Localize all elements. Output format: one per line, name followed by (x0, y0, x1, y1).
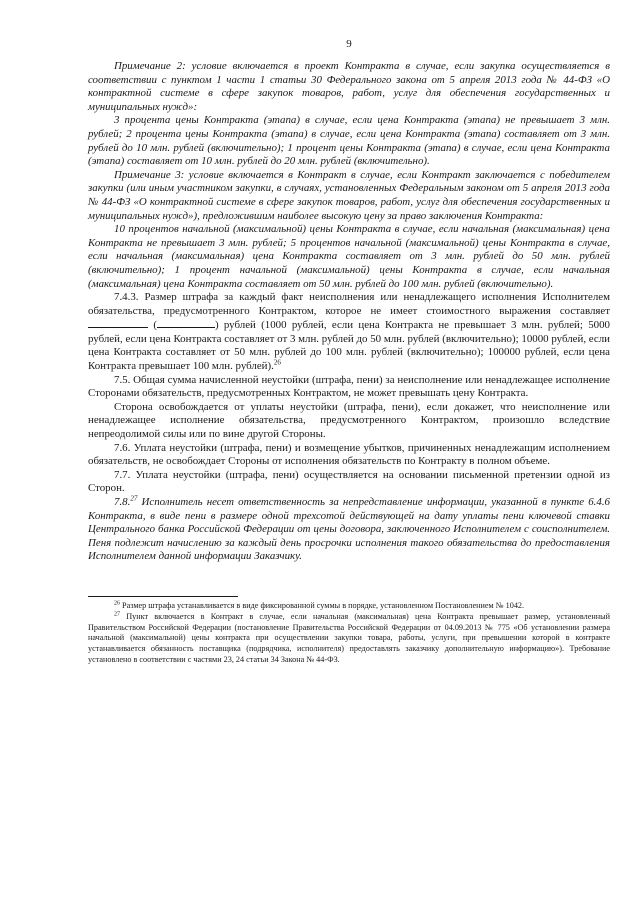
clause-paragraph-3: 7.7. Уплата неустойки (штрафа, пени) осуществляется на основании письменной претензии одной из Сторон. (88, 468, 610, 495)
footnote-ref-26: 26 (273, 358, 281, 367)
notes-block (88, 60, 610, 291)
footnote-num: 26 (114, 600, 120, 607)
clause-paragraph-1: Сторона освобождается от уплаты неустойки (штрафа, пени), если докажет, что неисполнение или ненадлежащее исполнение обязательства, предусмотренного Контрактом, произошло вследствие непреодолимой силы или по вине другой Стороны. (88, 400, 610, 441)
document-page (88, 38, 610, 666)
footnote-separator (88, 596, 238, 597)
clause-7-8-num: 7.8. (114, 496, 131, 508)
note-paragraph-2: Примечание 3: условие включается в Контракт в случае, если Контракт заключается с победителем закупки (или иным участником закупки, в случаях, установленных Федеральным законом от 5 апреля 2013 года № 44-ФЗ «О контрактной системе в сфере закупок товаров, работ, услуг для обеспечения государственных и муниципальных нужд»), предложившим наиболее высокую цену за право заключения Контракта: (88, 168, 610, 222)
clause-paragraph-0: 7.5. Общая сумма начисленной неустойки (штрафа, пени) за неисполнение или ненадлежащее исполнение Сторонами обязательств, предусмотренных Контрактом, не может превышать цену Контракта. (88, 373, 610, 400)
amount-words-blank (157, 318, 215, 328)
clause-7-4-3-before: 7.4.3. Размер штрафа за каждый факт неисполнения или ненадлежащего исполнения Исполнителем обязательства, предусмотренного Контрактом, которое не имеет стоимостного выражения составляет (88, 291, 610, 317)
footnote-text: Размер штрафа устанавливается в виде фиксированной суммы в порядке, установленном Постановлением № 1042. (120, 600, 525, 610)
note-paragraph-1: 3 процента цены Контракта (этапа) в случае, если цена Контракта (этапа) не превышает 3 млн. рублей; 2 процента цены Контракта (этапа) в случае, если цена Контракта (этапа) составляет от 3 млн. рублей до 10 млн. рублей (включительно); 1 процент цены Контракта (этапа) в случае, если цена Контракта (этапа) составляет от 10 млн. рублей до 20 млн. рублей (включительно). (88, 114, 610, 168)
note-paragraph-0: Примечание 2: условие включается в проект Контракта в случае, если закупка осуществляется в соответствии с пунктом 1 части 1 статьи 30 Федерального закона от 5 апреля 2013 года № 44-ФЗ «О контрактной системе в сфере закупок товаров, работ, услуг для обеспечения государственных и муниципальных нужд»: (88, 60, 610, 113)
footnote-27 (88, 612, 610, 666)
clause-7-8-text: Исполнитель несет ответственность за непредставление информации, указанной в пункте 6.4.6 Контракта, в виде пени в размере одной трехсотой действующей на дату уплаты пени ключевой ставки Центрального банка Российской Федерации от цены договора, заключенного Исполнителем с соисполнителем. Пеня подлежит начислению за каждый день просрочки исполнения такого обязательства до предоставления Исполнителем данной информации Заказчику. (88, 496, 610, 563)
clause-7-8 (88, 496, 610, 564)
clauses-block (88, 374, 610, 496)
clause-7-4-3-after: ) рублей (1000 рублей, если цена Контракта не превышает 3 млн. рублей; 5000 рублей, если цена Контракта составляет от 3 млн. рублей до 50 млн. рублей (включительно); 10000 рублей, если цена Контракта составляет от 50 млн. рублей до 100 млн. рублей (включительно); 100000 рублей, если цена Контракта превышает 100 млн. рублей). (88, 319, 610, 373)
footnote-26 (88, 601, 610, 612)
footnotes-block (88, 601, 610, 666)
note-paragraph-3: 10 процентов начальной (максимальной) цены Контракта в случае, если начальная (максимальная) цена Контракта не превышает 3 млн. рублей; 5 процентов начальной (максимальной) цены Контракта в случае, если начальная (максимальная) цена Контракта составляет от 3 млн. рублей до 50 млн. рублей (включительно); 1 процент начальной (максимальной) цены Контракта в случае, если начальная (максимальная) цена Контракта составляет от 50 млн. рублей до 100 млн. рублей (включительно). (88, 223, 610, 290)
footnote-num: 27 (114, 611, 120, 618)
amount-blank (88, 318, 148, 328)
clause-7-4-3 (88, 291, 610, 374)
page-number: 9 (346, 38, 352, 50)
clause-7-4-3-paren: ( (153, 319, 157, 332)
footnote-text: Пункт включается в Контракт в случае, если начальная (максимальная) цена Контракта превышает размер, установленный Правительством Российской Федерации (постановление Правительства Российской Федерации от 04.09.2013 № 775 «Об установлении размера начальной (максимальной) цены контракта при осуществлении закупки товара, работы, услуги, при превышении которой в контракте устанавливается обязанность поставщика (подрядчика, исполнителя) предоставлять заказчику дополнительную информацию»). Требование установлено в соответствии с частями 23, 24 статьи 34 Закона № 44-ФЗ. (88, 611, 610, 664)
footnote-ref-27: 27 (130, 494, 138, 503)
clause-paragraph-2: 7.6. Уплата неустойки (штрафа, пени) и возмещение убытков, причиненных ненадлежащим исполнением обязательств, не освобождает Стороны от исполнения обязательств по Контракту в полном объеме. (88, 441, 610, 468)
